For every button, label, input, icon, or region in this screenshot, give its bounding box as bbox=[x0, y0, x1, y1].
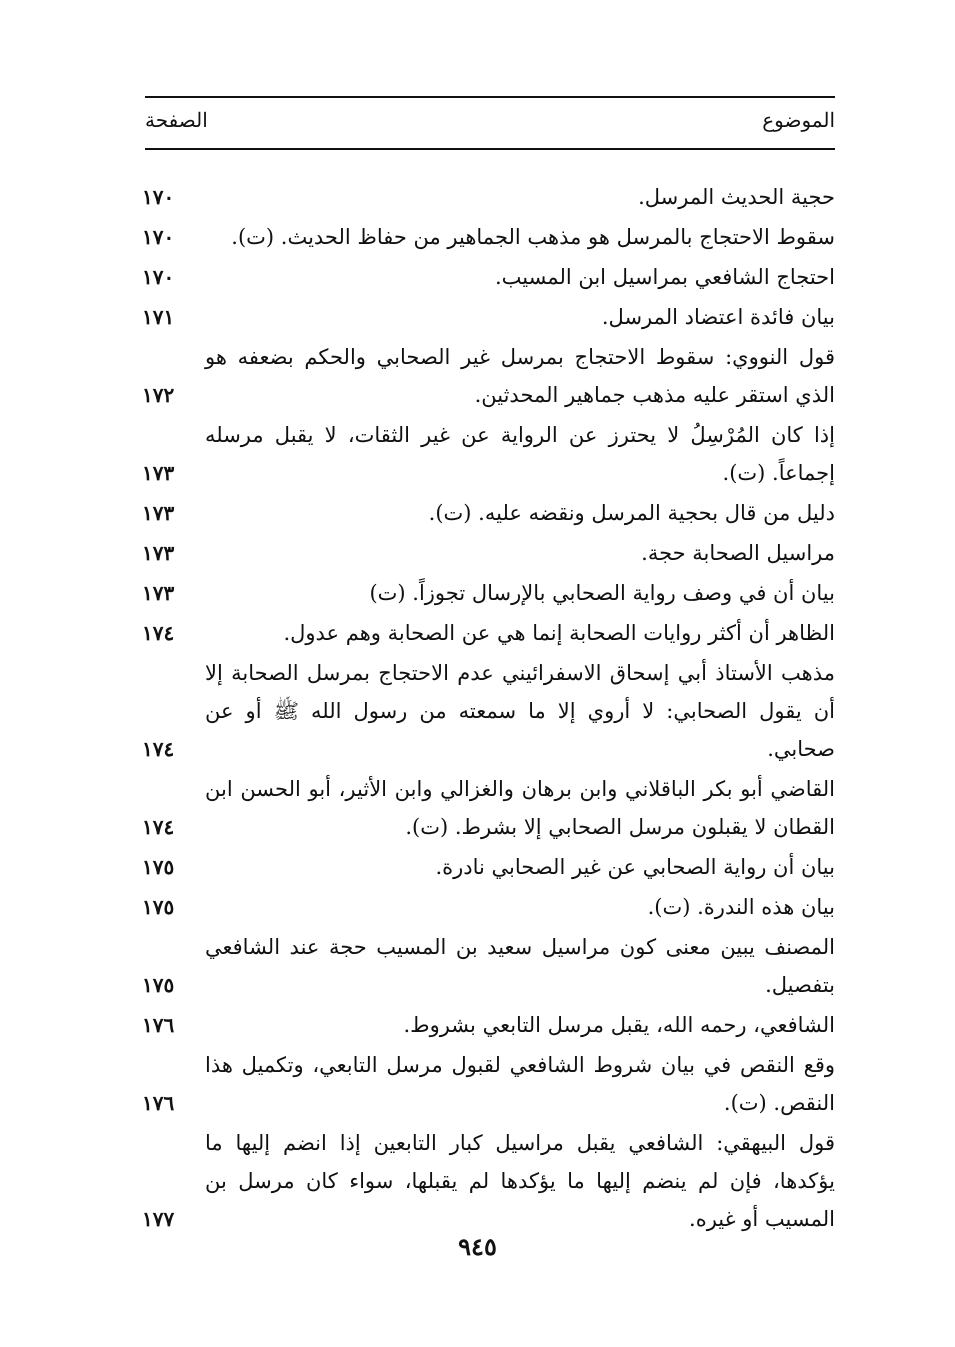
toc-entry bbox=[0, 770, 955, 846]
column-heading-page: الصفحة bbox=[145, 108, 208, 132]
toc-entry-page: ١٧٣ bbox=[142, 541, 175, 565]
toc-entry-page: ١٧٦ bbox=[142, 1013, 175, 1037]
toc-entry-title: سقوط الاحتجاج بالمرسل هو مذهب الجماهير من حفاظ الحديث. (ت). bbox=[231, 225, 835, 249]
toc-entry bbox=[0, 654, 955, 768]
page-number: ٩٤٥ bbox=[458, 1232, 497, 1261]
toc-entry-page: ١٧١ bbox=[142, 305, 175, 329]
toc-entry-page: ١٧٤ bbox=[142, 621, 175, 645]
toc-entry-title: الظاهر أن أكثر روايات الصحابة إنما هي عن الصحابة وهم عدول. bbox=[283, 621, 835, 645]
toc-entry-page: ١٧٣ bbox=[142, 581, 175, 605]
toc-entry bbox=[0, 614, 955, 652]
toc-entry-page: ١٧٠ bbox=[142, 225, 175, 249]
toc-entry-title: المصنف يبين معنى كون مراسيل سعيد بن المسيب حجة عند الشافعي بتفصيل. bbox=[205, 935, 835, 997]
toc-entry-title: وقع النقص في بيان شروط الشافعي لقبول مرسل التابعي، وتكميل هذا النقص. (ت). bbox=[205, 1053, 835, 1115]
toc-entry-page: ١٧٤ bbox=[142, 737, 175, 761]
toc-entry bbox=[0, 1006, 955, 1044]
toc-entry-page: ١٧٣ bbox=[142, 501, 175, 525]
toc-entry-page: ١٧٠ bbox=[142, 185, 175, 209]
toc-entry bbox=[0, 928, 955, 1004]
toc-entry bbox=[0, 574, 955, 612]
toc-entry bbox=[0, 338, 955, 414]
toc-entry bbox=[0, 1124, 955, 1238]
header-rule-bottom bbox=[145, 148, 835, 150]
toc-entry-title: مذهب الأستاذ أبي إسحاق الاسفرائيني عدم الاحتجاج بمرسل الصحابة إلا أن يقول الصحابي: لا أروي إلا ما سمعته من رسول الله ﷺ أو عن صحابي. bbox=[205, 661, 835, 761]
toc-entry bbox=[0, 218, 955, 256]
toc-entry-title: قول البيهقي: الشافعي يقبل مراسيل كبار التابعين إذا انضم إليها ما يؤكدها، فإن لم ينضم إليها ما يؤكدها لم يقبلها، سواء كان مرسل بن المسيب أو غيره. bbox=[205, 1131, 835, 1231]
toc-entry-page: ١٧٤ bbox=[142, 815, 175, 839]
toc-entry-page: ١٧٠ bbox=[142, 265, 175, 289]
toc-entry-page: ١٧٢ bbox=[142, 383, 175, 407]
toc-entry-page: ١٧٥ bbox=[142, 895, 175, 919]
toc-entry-title: الشافعي، رحمه الله، يقبل مرسل التابعي بشروط. bbox=[403, 1013, 835, 1037]
toc-entry bbox=[0, 258, 955, 296]
toc-entry-title: القاضي أبو بكر الباقلاني وابن برهان والغزالي وابن الأثير، أبو الحسن ابن القطان لا يقبلون مرسل الصحابي إلا بشرط. (ت). bbox=[205, 777, 835, 839]
toc-entry bbox=[0, 298, 955, 336]
toc-entry bbox=[0, 178, 955, 216]
toc-entry-page: ١٧٦ bbox=[142, 1091, 175, 1115]
column-heading-topic: الموضوع bbox=[762, 108, 835, 132]
toc-entry bbox=[0, 1046, 955, 1122]
toc-entry bbox=[0, 494, 955, 532]
toc-entry-title: إذا كان المُرْسِلُ لا يحترز عن الرواية عن غير الثقات، لا يقبل مرسله إجماعاً. (ت). bbox=[205, 423, 835, 485]
toc-entry bbox=[0, 848, 955, 886]
toc-entry-page: ١٧٧ bbox=[142, 1207, 175, 1231]
toc-entry-page: ١٧٥ bbox=[142, 855, 175, 879]
toc-entry-title: قول النووي: سقوط الاحتجاج بمرسل غير الصحابي والحكم بضعفه هو الذي استقر عليه مذهب جماهير المحدثين. bbox=[205, 345, 835, 407]
toc-entry-title: بيان أن رواية الصحابي عن غير الصحابي نادرة. bbox=[435, 855, 835, 879]
toc-entry-title: حجية الحديث المرسل. bbox=[638, 185, 835, 209]
toc-entry bbox=[0, 888, 955, 926]
toc-entry-title: بيان أن في وصف رواية الصحابي بالإرسال تجوزاً. (ت) bbox=[369, 581, 835, 605]
toc-entry-title: بيان هذه الندرة. (ت). bbox=[647, 895, 835, 919]
toc-entry-title: دليل من قال بحجية المرسل ونقضه عليه. (ت). bbox=[428, 501, 835, 525]
toc-entry bbox=[0, 416, 955, 492]
toc-entry-title: احتجاج الشافعي بمراسيل ابن المسيب. bbox=[494, 265, 835, 289]
toc-entry-page: ١٧٥ bbox=[142, 973, 175, 997]
toc-entry-title: بيان فائدة اعتضاد المرسل. bbox=[601, 305, 835, 329]
toc-entry-page: ١٧٣ bbox=[142, 461, 175, 485]
toc-entry bbox=[0, 534, 955, 572]
header-rule-top bbox=[145, 96, 835, 98]
toc-entry-title: مراسيل الصحابة حجة. bbox=[641, 541, 835, 565]
